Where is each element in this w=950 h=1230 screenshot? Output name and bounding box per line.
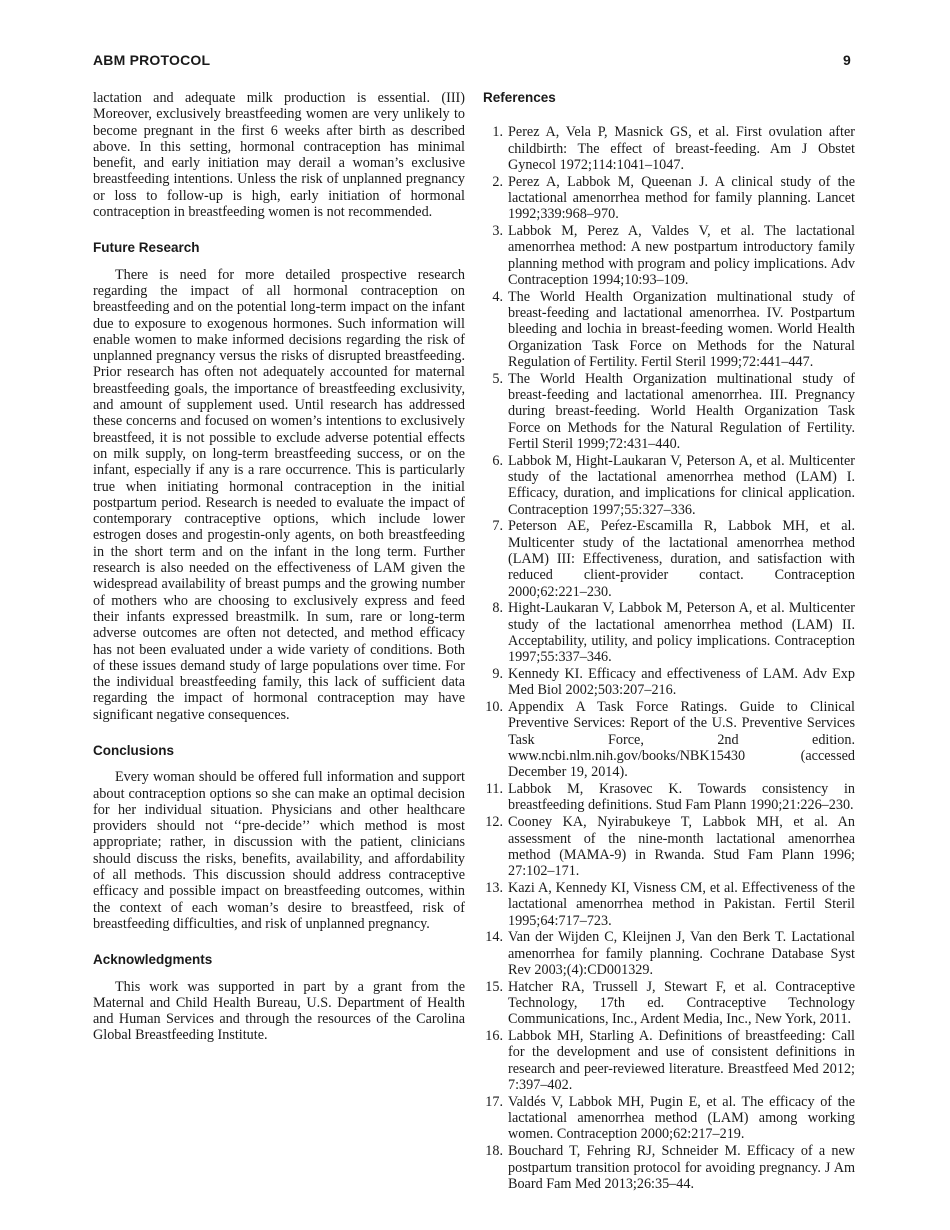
reference-number: 8. [492,600,503,617]
reference-number: 17. [485,1093,503,1110]
reference-item [483,600,855,665]
reference-number: 13. [485,879,503,896]
reference-text: Labbok M, Perez A, Valdes V, et al. The lactational amenorrhea method: A new postpartum introductory family planning method with program and policy implications. Adv Contraception 1994;10:93–109. [508,223,855,288]
reference-item [483,814,855,879]
reference-number: 18. [485,1143,503,1160]
reference-number: 14. [485,929,503,946]
reference-number: 10. [485,699,503,716]
reference-text: The World Health Organization multinational study of breast-feeding and lactational amenorrhea. IV. Postpartum bleeding and lochia in breast-feeding women. World Health Organization Task Force on Methods for the Natural Regulation of Fertility. Fertil Steril 1999;72:441–447. [508,288,855,370]
acknowledgments-paragraph: This work was supported in part by a grant from the Maternal and Child Health Bureau, U.S. Department of Health and Human Services and through the resources of the Carolina Global Breastfeeding Institute. [93,978,465,1044]
reference-text: Appendix A Task Force Ratings. Guide to Clinical Preventive Services: Report of the U.S. Preventive Services Task Force, 2nd edition. www.ncbi.nlm.nih.gov/books/NBK15430 (accessed December 19, 2014). [508,699,855,781]
reference-item [483,124,855,173]
reference-text: Valdés V, Labbok MH, Pugin E, et al. The efficacy of the lactational amenorrhea method (LAM) among working women. Contraception 2000;62:217–219. [508,1093,855,1143]
reference-text: Peterson AE, Peŕez-Escamilla R, Labbok MH, et al. Multicenter study of the lactational amenorrhea method (LAM) III: Effectiveness, duration, and satisfaction with reduced client-provider contact. Contraception 2000;62:221–230. [508,518,855,600]
reference-item [483,1028,855,1093]
reference-number: 11. [485,781,503,798]
references-heading: References [483,90,556,105]
reference-item [483,1143,855,1192]
reference-number: 2. [492,173,503,190]
reference-text: Kennedy KI. Efficacy and effectiveness of LAM. Adv Exp Med Biol 2002;503:207–216. [508,666,855,699]
reference-number: 5. [492,370,503,387]
reference-text: Labbok M, Hight-Laukaran V, Peterson A, et al. Multicenter study of the lactational amenorrhea method (LAM) I. Efficacy, duration, and implications for clinical application. Contraception 1997;55:327–336. [508,452,855,518]
reference-item [483,453,855,518]
reference-item [483,1094,855,1143]
intro-paragraph: lactation and adequate milk production is essential. (III) Moreover, exclusively breastfeeding women are very unlikely to become pregnant in the first 6 weeks after birth as described above. In this setting, hormonal contraception has minimal benefit, and early initiation may derail a woman’s exclusive breastfeeding intentions. Unless the risk of unplanned pregnancy or loss to follow-up is high, early initiation of hormonal contraception in breastfeeding women is not recommended. [93,90,465,221]
reference-item [483,174,855,223]
reference-number: 7. [492,518,503,535]
reference-text: Bouchard T, Fehring RJ, Schneider M. Efficacy of a new postpartum transition protocol for avoiding pregnancy. J Am Board Fam Med 2013;26:35–44. [508,1143,855,1192]
future-research-heading: Future Research [93,240,200,256]
reference-item [483,699,855,780]
reference-text: Cooney KA, Nyirabukeye T, Labbok MH, et al. An assessment of the nine-month lactational amenorrhea method (MAMA-9) in Rwanda. Stud Fam Plann 1996; 27:102–171. [508,814,855,880]
future-research-paragraph: There is need for more detailed prospective research regarding the impact of all hormonal contraception on breastfeeding and on the potential long-term impact on the infant due to exposure to exogenous hormones. Such information will enable women to make informed decisions regarding the risk of unplanned pregnancy versus the risks of disrupted breastfeeding. Prior research has often not adequately accounted for maternal breastfeeding goals, the importance of breastfeeding exclusivity, and amount of supplement used. Until research has addressed these concerns and focused on women’s intentions to exclusively breastfeed, it is not possible to exclude adverse potential effects on milk supply, on long-term breastfeeding success, or on the infant, especially if any is a rare occurrence. This is particularly true when initiating hormonal contraception in the initial postpartum period. Research is needed to evaluate the impact of contemporary contraceptive options, which include lower estrogen doses and progestin-only agents, on both breastfeeding in the short term and on the infant in the long term. Further research is also needed on the effectiveness of LAM given the widespread availability of breast pumps and the growing number of mothers who are choosing to exclusively express and feed their infants expressed breastmilk. In sum, rare or long-term adverse outcomes are often not detected, and method efficacy has not been evaluated under a wide variety of conditions. Both of these issues demand study of large populations over time. For the individual breastfeeding family, this lack of sufficient data regarding the impact of hormonal contraception may have significant negative consequences. [93,266,465,723]
right-column [483,90,855,1193]
reference-text: Hight-Laukaran V, Labbok M, Peterson A, et al. Multicenter study of the lactational amenorrhea method (LAM) II. Acceptability, utility, and policy implications. Contraception 1997;55:337–346. [508,600,855,666]
left-column [93,90,465,1044]
reference-text: Perez A, Labbok M, Queenan J. A clinical study of the lactational amenorrhea method for family planning. Lancet 1992;339:968–970. [508,173,855,223]
reference-text: Perez A, Vela P, Masnick GS, et al. First ovulation after childbirth: The effect of breast-feeding. Am J Obstet Gynecol 1972;114:1041–1047. [508,124,855,173]
running-header-journal: ABM PROTOCOL [93,52,211,68]
reference-item [483,979,855,1028]
reference-text: The World Health Organization multinational study of breast-feeding and lactational amenorrhea. III. Pregnancy during breast-feeding. World Health Organization Task Force on Methods for the Natural Regulation of Fertility. Fertil Steril 1999;72:431–440. [508,370,855,452]
reference-text: Labbok M, Krasovec K. Towards consistency in breastfeeding definitions. Stud Fam Plann 1990;21:226–230. [508,781,855,814]
reference-item [483,223,855,288]
reference-list [483,124,855,1192]
reference-text: Van der Wijden C, Kleijnen J, Van den Berk T. Lactational amenorrhea for family planning. Cochrane Database Syst Rev 2003;(4):CD001329. [508,929,855,978]
conclusions-heading: Conclusions [93,742,175,758]
reference-number: 1. [492,124,503,141]
reference-item [483,518,855,599]
reference-item [483,666,855,699]
conclusions-paragraph: Every woman should be offered full information and support about contraception options so she can make an optimal decision for her individual situation. Physicians and other healthcare providers should not ‘‘pre-decide’’ which method is most appropriate; rather, in discussion with the patient, clinicians should discuss the risks, benefits, availability, and affordability of all methods. This discussion should address contraceptive efficacy and possible impact on breastfeeding outcomes, within the context of each woman’s desire to breastfeed, risk of breastfeeding difficulties, and risk of unplanned pregnancy. [93,769,465,932]
reference-number: 4. [492,288,503,305]
reference-number: 16. [485,1028,503,1045]
reference-number: 12. [485,814,503,831]
reference-item [483,289,855,370]
reference-number: 9. [492,666,503,683]
reference-item [483,880,855,929]
acknowledgments-heading: Acknowledgments [93,952,213,968]
page-number: 9 [843,52,851,68]
reference-text: Hatcher RA, Trussell J, Stewart F, et al. Contraceptive Technology, 17th ed. Contraceptive Technology Communications, Inc., Ardent Media, Inc., New York, 2011. [508,978,855,1028]
reference-number: 15. [485,978,503,995]
reference-item [483,781,855,814]
reference-item [483,371,855,452]
reference-text: Kazi A, Kennedy KI, Visness CM, et al. Effectiveness of the lactational amenorrhea method in Pakistan. Fertil Steril 1995;64:717–723. [508,879,855,929]
reference-text: Labbok MH, Starling A. Definitions of breastfeeding: Call for the development and use of consistent definitions in research and peer-reviewed literature. Breastfeed Med 2012; 7:397–402. [508,1028,855,1094]
reference-number: 3. [492,223,503,240]
reference-item [483,929,855,978]
reference-number: 6. [492,452,503,469]
